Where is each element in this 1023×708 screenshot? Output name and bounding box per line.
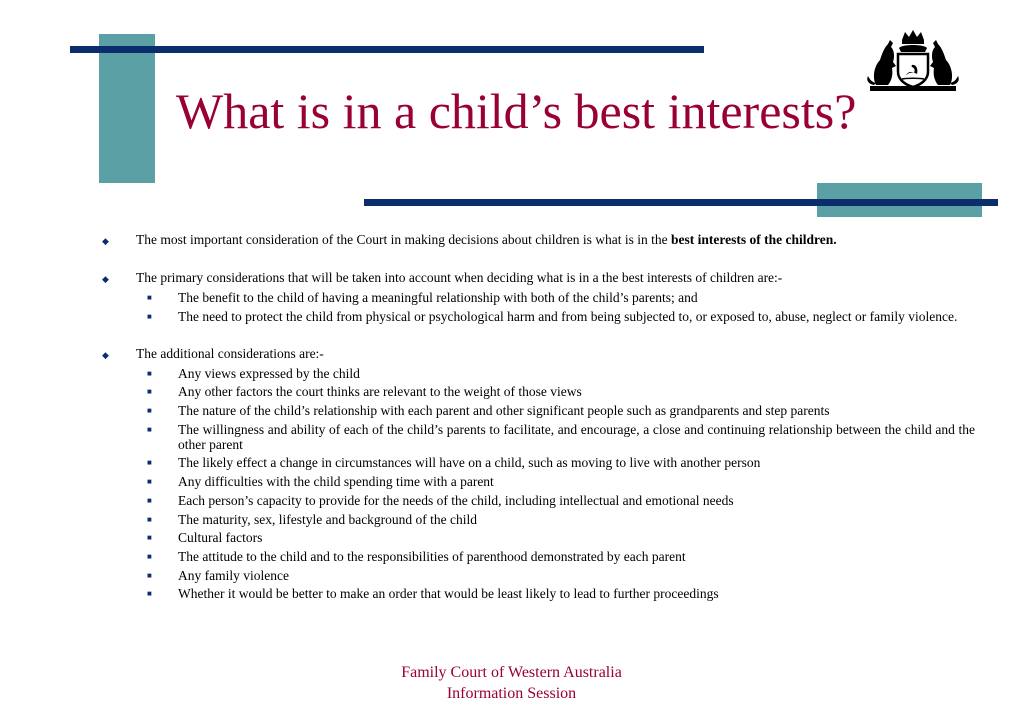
sub-bullet-item	[100, 290, 975, 305]
square-bullet-icon: ■	[147, 293, 152, 302]
square-bullet-icon: ■	[147, 387, 152, 397]
sub-bullet-text: Any difficulties with the child spending time with a parent	[178, 474, 494, 490]
square-bullet-icon: ■	[147, 424, 152, 434]
sub-bullet-item	[100, 455, 975, 470]
sub-bullet-text: Each person’s capacity to provide for the needs of the child, including intellectual and emotional needs	[178, 492, 734, 508]
sub-bullet-item	[100, 474, 975, 489]
sub-bullet-text: The willingness and ability of each of the child’s parents to facilitate, and encourage, a close and continuing relationship between the child and the other parent	[178, 421, 975, 452]
sub-bullet-text: Any family violence	[178, 567, 289, 583]
sub-bullet-item	[100, 384, 975, 399]
square-bullet-icon: ■	[147, 514, 152, 524]
sub-bullet-text: The nature of the child’s relationship with each parent and other significant people such as grandparents and step parents	[178, 403, 830, 419]
bullet-item	[100, 232, 975, 248]
sub-bullet-text: Any other factors the court thinks are relevant to the weight of those views	[178, 384, 582, 400]
sub-bullet-item	[100, 493, 975, 508]
square-bullet-icon: ■	[147, 311, 152, 321]
square-bullet-icon: ■	[147, 589, 152, 599]
footer-line-2: Information Session	[446, 685, 577, 702]
sub-bullet-item	[100, 530, 975, 545]
sub-bullet-item	[100, 586, 975, 601]
square-bullet-icon: ■	[147, 533, 152, 543]
sub-bullet-text: Any views expressed by the child	[178, 365, 360, 381]
sub-bullet-text: The likely effect a change in circumstances will have on a child, such as moving to live with another person	[178, 455, 761, 471]
sub-bullet-text: The need to protect the child from physical or psychological harm and from being subjected to, or exposed to, abuse, neglect or family violence.	[178, 308, 958, 324]
square-bullet-icon: ■	[147, 495, 152, 505]
sub-bullet-item	[100, 549, 975, 564]
diamond-bullet-icon: ◆	[102, 236, 109, 246]
sub-bullet-text: The benefit to the child of having a meaningful relationship with both of the child’s parents; and	[178, 290, 698, 305]
square-bullet-icon: ■	[147, 458, 152, 468]
bullet-text: The primary considerations that will be taken into account when deciding what is in a the best interests of children are:-	[136, 270, 783, 285]
sub-bullet-item	[100, 512, 975, 527]
sub-bullet-item	[100, 422, 975, 452]
diamond-bullet-icon: ◆	[102, 349, 109, 360]
slide-title: What is in a child’s best interests?	[176, 83, 857, 139]
navy-bar-top	[70, 46, 704, 53]
bullet-bold-text: best interests of the children.	[671, 232, 837, 247]
bullet-content	[100, 232, 975, 601]
square-bullet-icon: ■	[147, 551, 152, 561]
teal-block-left	[99, 34, 155, 183]
sub-bullet-item	[100, 366, 975, 381]
bullet-item	[100, 270, 975, 286]
square-bullet-icon: ■	[147, 570, 152, 580]
bullet-text: The most important consideration of the Court in making decisions about children is what is in the	[136, 232, 672, 247]
footer	[0, 662, 1023, 704]
square-bullet-icon: ■	[147, 368, 152, 378]
navy-bar-bottom	[364, 199, 998, 206]
sub-bullet-item	[100, 568, 975, 583]
bullet-item	[100, 346, 975, 362]
diamond-bullet-icon: ◆	[102, 274, 109, 284]
footer-line-1: Family Court of Western Australia	[401, 664, 622, 681]
coat-of-arms-icon	[862, 28, 964, 96]
sub-bullet-item	[100, 403, 975, 418]
square-bullet-icon: ■	[147, 406, 152, 416]
sub-bullet-text: Whether it would be better to make an order that would be least likely to lead to further proceedings	[178, 586, 719, 602]
sub-bullet-item	[100, 309, 975, 324]
square-bullet-icon: ■	[147, 477, 152, 487]
sub-bullet-text: Cultural factors	[178, 530, 263, 546]
sub-bullet-text: The maturity, sex, lifestyle and background of the child	[178, 511, 478, 527]
sub-bullet-text: The attitude to the child and to the responsibilities of parenthood demonstrated by each parent	[178, 548, 686, 564]
bullet-text: The additional considerations are:-	[136, 345, 324, 361]
